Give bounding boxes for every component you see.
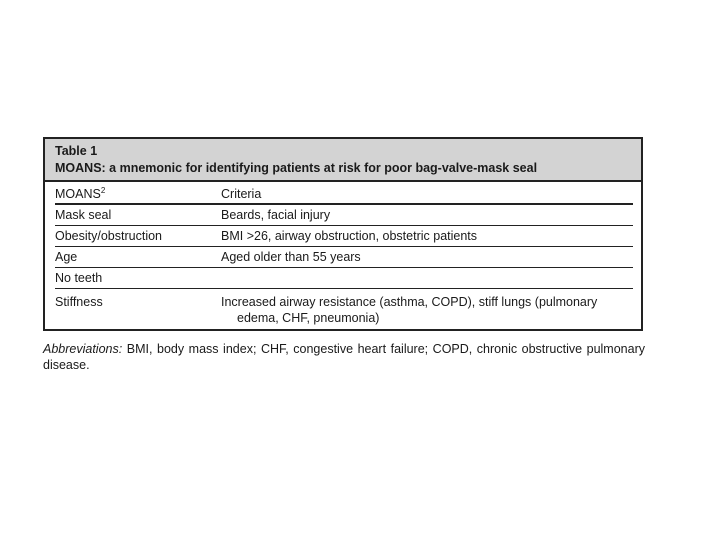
table-column-header-row (55, 182, 633, 205)
table-footnote (43, 341, 645, 373)
column-header-moans-text: MOANS (55, 187, 101, 201)
table-label: Table 1 (55, 144, 98, 158)
table-row-stiffness (55, 289, 633, 326)
column-header-moans-superscript: 2 (100, 185, 106, 195)
table-grid (55, 182, 633, 326)
table-row-obesity (55, 226, 633, 247)
row-item: No teeth (55, 271, 103, 285)
row-item: Age (55, 250, 78, 264)
column-header-criteria: Criteria (221, 187, 262, 201)
row-item: Stiffness (55, 295, 103, 309)
row-criteria: BMI >26, airway obstruction, obstetric patients (221, 229, 478, 243)
column-header-moans (55, 186, 221, 202)
row-criteria: Aged older than 55 years (221, 250, 361, 264)
table-row-no-teeth (55, 268, 633, 289)
row-item: Mask seal (55, 208, 112, 222)
footnote-text: BMI, body mass index; CHF, congestive heart failure; COPD, chronic obstructive pulmonary disease. (43, 342, 645, 372)
row-criteria: Increased airway resistance (asthma, COPD), stiff lungs (pulmonary edema, CHF, pneumonia) (221, 295, 598, 325)
row-criteria: Beards, facial injury (221, 208, 331, 222)
table-header (45, 139, 641, 182)
table-title: MOANS: a mnemonic for identifying patients at risk for poor bag-valve-mask seal (55, 161, 538, 175)
table-row-age (55, 247, 633, 268)
table-box (43, 137, 643, 331)
table-row-mask-seal (55, 205, 633, 226)
footnote-label: Abbreviations: (43, 342, 123, 356)
row-item: Obesity/obstruction (55, 229, 162, 243)
